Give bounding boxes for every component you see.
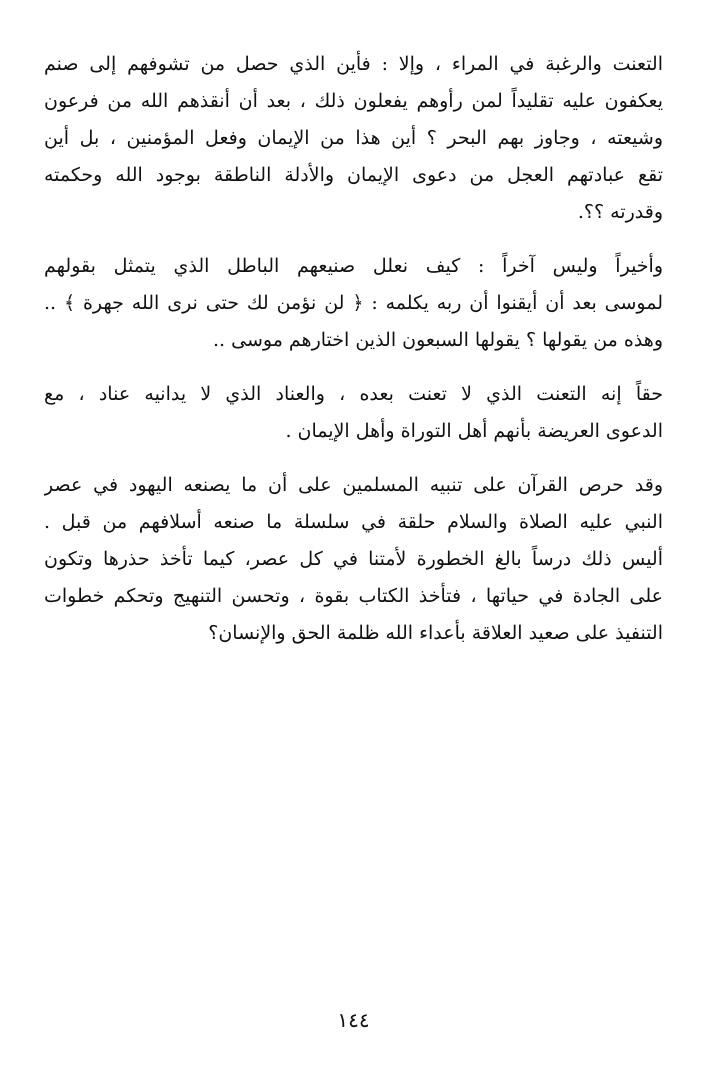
paragraph bbox=[44, 46, 663, 231]
text-line: وقدرته ؟؟. bbox=[577, 201, 663, 223]
body-text bbox=[44, 46, 663, 652]
text-line: النبي عليه الصلاة والسلام حلقة في سلسلة ما صنعه أسلافهم من قبل . bbox=[44, 511, 663, 533]
text-line: يعكفون عليه تقليداً لمن رأوهم يفعلون ذلك ، بعد أن أنقذهم الله من فرعون bbox=[44, 90, 663, 112]
paragraph bbox=[44, 376, 663, 450]
text-line: وشيعته ، وجاوز بهم البحر ؟ أين هذا من الإيمان وفعل المؤمنين ، بل أين bbox=[44, 127, 663, 149]
text-line: لموسى بعد أن أيقنوا أن ربه يكلمه : ﴿ لن نؤمن لك حتى نرى الله جهرة ﴾ .. bbox=[44, 292, 663, 314]
text-line: وقد حرص القرآن على تنبيه المسلمين على أن ما يصنعه اليهود في عصر bbox=[44, 474, 663, 496]
text-line: على الجادة في حياتها ، فتأخذ الكتاب بقوة ، وتحسن التنهيج وتحكم خطوات bbox=[44, 585, 663, 607]
text-line: أليس ذلك درساً بالغ الخطورة لأمتنا في كل عصر، كيما تأخذ حذرها وتكون bbox=[44, 548, 663, 570]
text-line: تقع عبادتهم العجل من دعوى الإيمان والأدلة الناطقة بوجود الله وحكمته bbox=[44, 164, 663, 186]
text-line: وهذه من يقولها ؟ يقولها السبعون الذين اختارهم موسى .. bbox=[213, 329, 663, 351]
text-line: الدعوى العريضة بأنهم أهل التوراة وأهل الإيمان . bbox=[285, 420, 663, 442]
text-line: التنفيذ على صعيد العلاقة بأعداء الله ظلمة الحق والإنسان؟ bbox=[208, 622, 663, 644]
paragraph bbox=[44, 248, 663, 359]
paragraph bbox=[44, 467, 663, 652]
page-number: ١٤٤ bbox=[337, 1008, 370, 1032]
text-line: حقاً إنه التعنت الذي لا تعنت بعده ، والعناد الذي لا يدانيه عناد ، مع bbox=[44, 383, 663, 405]
text-line: التعنت والرغبة في المراء ، وإلا : فأين الذي حصل من تشوفهم إلى صنم bbox=[44, 53, 663, 75]
text-line: وأخيراً وليس آخراً : كيف نعلل صنيعهم الباطل الذي يتمثل بقولهم bbox=[44, 255, 663, 277]
